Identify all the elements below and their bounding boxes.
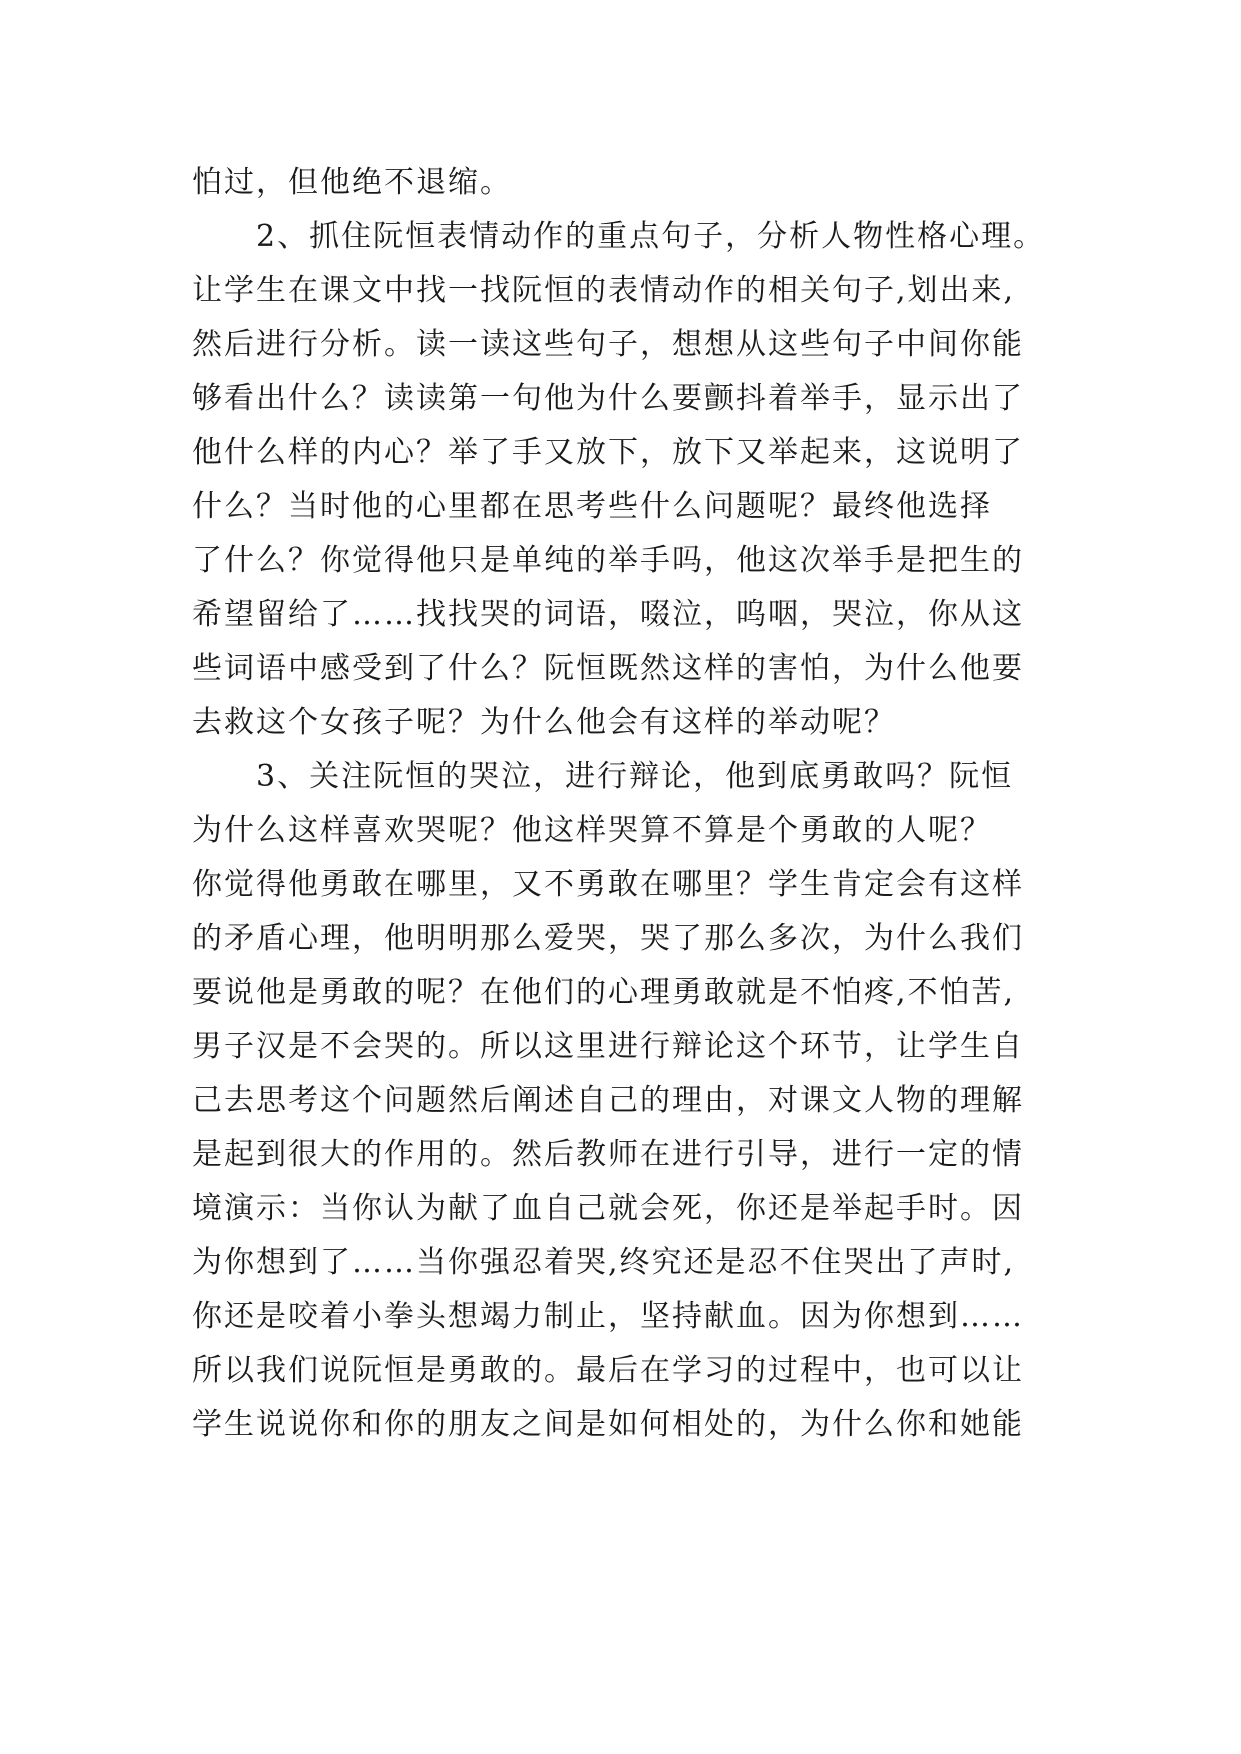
text-line-14: 你觉得他勇敢在哪里，又不勇敢在哪里？学生肯定会有这样 xyxy=(192,867,1024,902)
text-line-23: 所以我们说阮恒是勇敢的。最后在学习的过程中，也可以让 xyxy=(192,1353,1024,1388)
text-line-6: 他什么样的内心？举了手又放下，放下又举起来，这说明了 xyxy=(192,435,1024,470)
text-line-1: 怕过，但他绝不退缩。 xyxy=(192,165,512,200)
text-line-8: 了什么？你觉得他只是单纯的举手吗，他这次举手是把生的 xyxy=(192,543,1024,578)
text-line-16: 要说他是勇敢的呢？在他们的心理勇敢就是不怕疼,不怕苦, xyxy=(192,975,1016,1010)
text-line-22: 你还是咬着小拳头想竭力制止，坚持献血。因为你想到…… xyxy=(192,1299,1024,1334)
text-line-21: 为你想到了……当你强忍着哭,终究还是忍不住哭出了声时, xyxy=(192,1245,1016,1280)
text-line-13: 为什么这样喜欢哭呢？他这样哭算不算是个勇敢的人呢？ xyxy=(192,813,992,848)
text-line-9: 希望留给了……找找哭的词语，啜泣，呜咽，哭泣，你从这 xyxy=(192,597,1024,632)
text-line-11: 去救这个女孩子呢？为什么他会有这样的举动呢？ xyxy=(192,705,896,740)
text-line-19: 是起到很大的作用的。然后教师在进行引导，进行一定的情 xyxy=(192,1137,1024,1172)
body-text xyxy=(192,156,1072,1452)
text-line-15: 的矛盾心理，他明明那么爱哭，哭了那么多次，为什么我们 xyxy=(192,921,1024,956)
text-line-10: 些词语中感受到了什么？阮恒既然这样的害怕，为什么他要 xyxy=(192,651,1024,686)
text-line-7: 什么？当时他的心里都在思考些什么问题呢？最终他选择 xyxy=(192,489,992,524)
text-line-12: 3、关注阮恒的哭泣，进行辩论，他到底勇敢吗？阮恒 xyxy=(192,759,1014,794)
text-line-3: 让学生在课文中找一找阮恒的表情动作的相关句子,划出来, xyxy=(192,273,1016,308)
text-line-2: 2、抓住阮恒表情动作的重点句子，分析人物性格心理。 xyxy=(192,219,1046,254)
text-line-24: 学生说说你和你的朋友之间是如何相处的，为什么你和她能 xyxy=(192,1407,1024,1442)
text-line-18: 己去思考这个问题然后阐述自己的理由，对课文人物的理解 xyxy=(192,1083,1024,1118)
text-line-4: 然后进行分析。读一读这些句子，想想从这些句子中间你能 xyxy=(192,327,1024,362)
text-line-5: 够看出什么？读读第一句他为什么要颤抖着举手，显示出了 xyxy=(192,381,1024,416)
text-line-17: 男子汉是不会哭的。所以这里进行辩论这个环节，让学生自 xyxy=(192,1029,1024,1064)
text-line-20: 境演示：当你认为献了血自己就会死，你还是举起手时。因 xyxy=(192,1191,1024,1226)
